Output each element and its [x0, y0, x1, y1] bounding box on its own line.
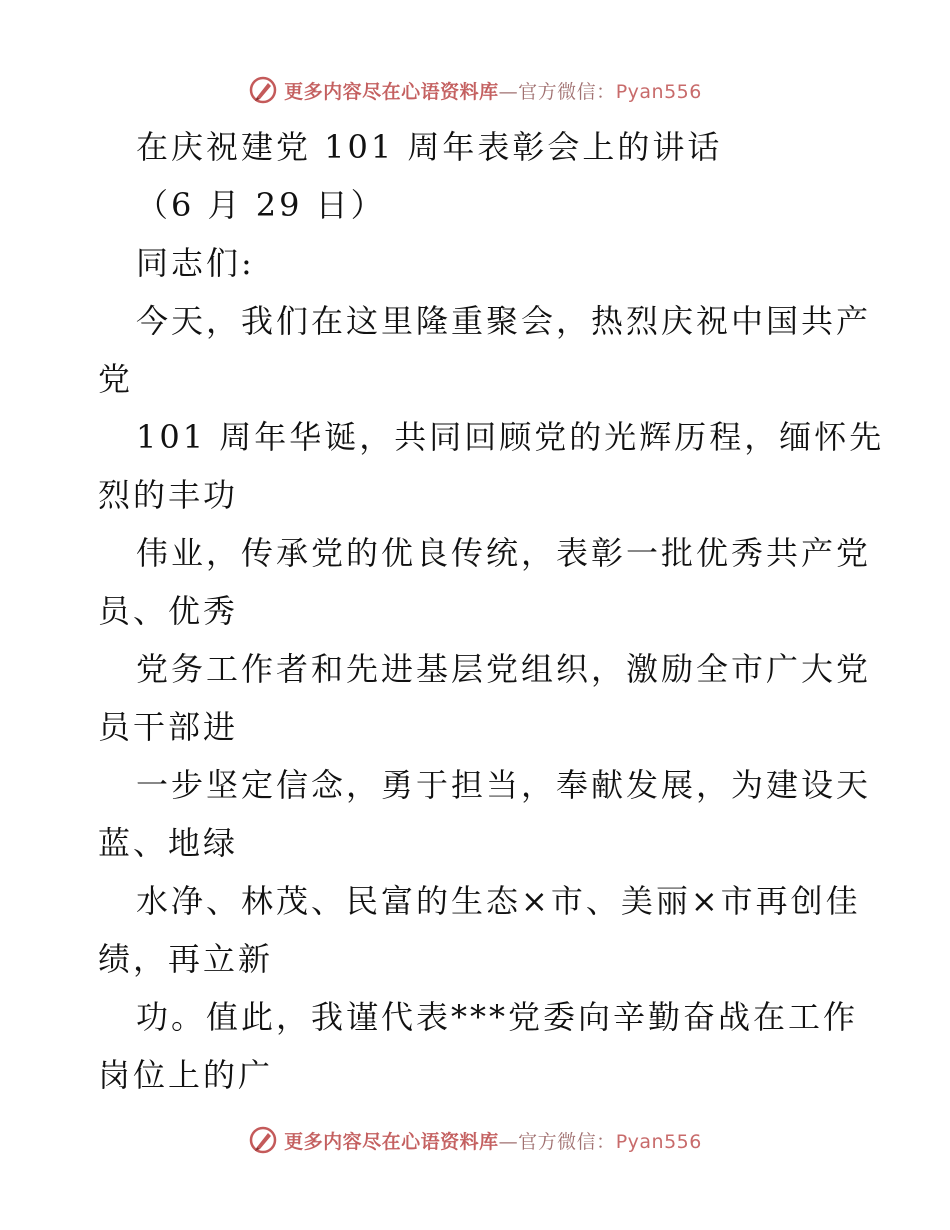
body-line: 烈的丰功 [98, 476, 239, 514]
body-line: 员干部进 [98, 708, 239, 746]
body-line: 岗位上的广 [98, 1056, 274, 1094]
body-line: 今天，我们在这里隆重聚会，热烈庆祝中国共产 [136, 302, 872, 340]
pen-logo-icon [248, 75, 278, 105]
watermark-separator: —官方微信： [498, 80, 616, 103]
body-line: 一步坚定信念，勇于担当，奉献发展，为建设天 [136, 766, 872, 804]
document-body [98, 118, 885, 1104]
watermark-text [284, 1127, 702, 1154]
body-line: 绩，再立新 [98, 940, 274, 978]
speech-title: 在庆祝建党 101 周年表彰会上的讲话 [136, 128, 723, 166]
body-line: 党务工作者和先进基层党组织，激励全市广大党 [136, 650, 872, 688]
body-line: 伟业，传承党的优良传统，表彰一批优秀共产党 [136, 534, 872, 572]
watermark-id: Pyan556 [615, 1130, 702, 1153]
body-line: 党 [98, 360, 134, 398]
body-line: 101 周年华诞，共同回顾党的光辉历程，缅怀先 [136, 418, 885, 456]
watermark-footer [0, 1120, 950, 1160]
watermark-main: 更多内容尽在心语资料库 [284, 1130, 499, 1153]
watermark-id: Pyan556 [615, 80, 702, 103]
watermark-main: 更多内容尽在心语资料库 [284, 80, 499, 103]
pen-logo-icon [248, 1125, 278, 1155]
watermark-text [284, 77, 702, 104]
watermark-separator: —官方微信： [498, 1130, 616, 1153]
speech-date: （6 月 29 日） [136, 186, 386, 224]
body-line: 蓝、地绿 [98, 824, 239, 862]
body-line: 水净、林茂、民富的生态×市、美丽×市再创佳 [136, 882, 861, 920]
salutation: 同志们: [136, 244, 255, 282]
body-line: 员、优秀 [98, 592, 239, 630]
body-line: 功。值此，我谨代表***党委向辛勤奋战在工作 [136, 998, 859, 1036]
watermark-header [0, 70, 950, 110]
